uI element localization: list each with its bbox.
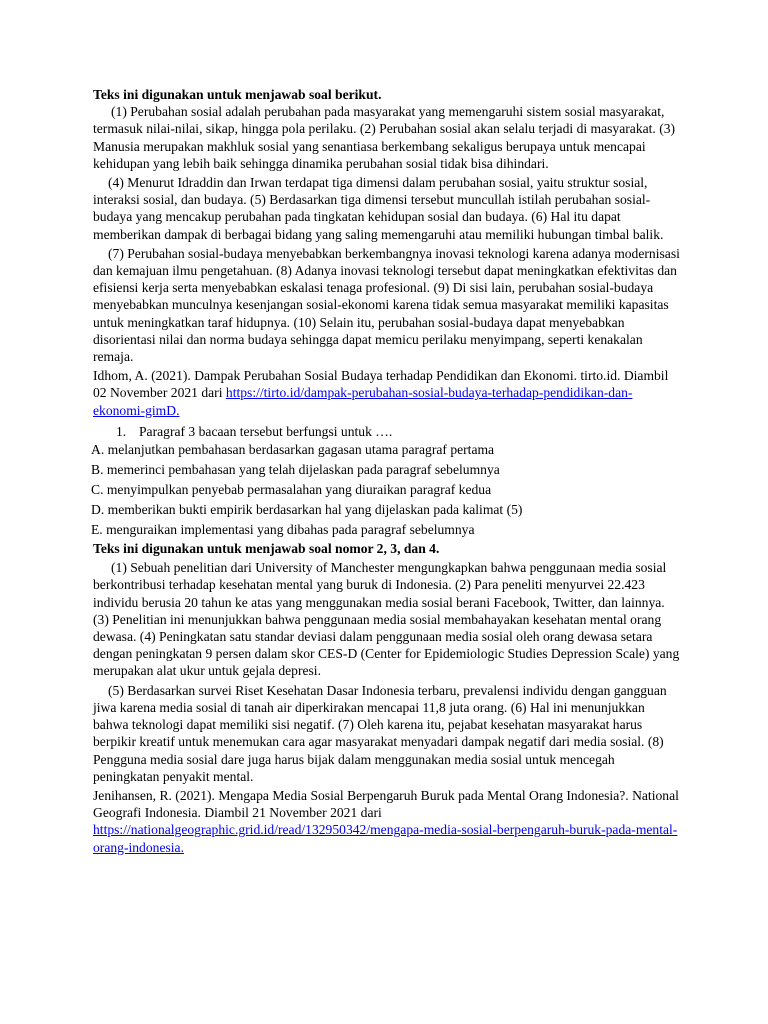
question-1-text: Paragraf 3 bacaan tersebut berfungsi untuk …. bbox=[139, 423, 393, 439]
section1-citation bbox=[93, 367, 683, 419]
option-c[interactable]: C. menyimpulkan penyebab permasalahan yang diuraikan paragraf kedua bbox=[91, 482, 492, 498]
option-b[interactable]: B. memerinci pembahasan yang telah dijelaskan pada paragraf sebelumnya bbox=[91, 462, 500, 478]
section1-citation-text: Idhom, A. (2021). Dampak Perubahan Sosial Budaya terhadap Pendidikan dan Ekonomi. tirto.id. Diambil 02 November 2021 dari bbox=[93, 368, 669, 401]
section1-paragraph-3: (7) Perubahan sosial-budaya menyebabkan berkembangnya inovasi teknologi karena adanya modernisasi dan kemajuan ilmu pengetahuan. (8) Adanya inovasi teknologi tersebut dapat meningkatkan efektivitas dan efisiensi kerja serta menyebabkan eskalasi tenaga profesional. (9) Di sisi lain, perubahan sosial-budaya menyebabkan munculnya kesenjangan sosial-ekonomi karena tidak semua masyarakat memiliki kapasitas untuk meningkatkan taraf hidupnya. (10) Selain itu, perubahan sosial-budaya dapat menyebabkan disorientasi nilai dan norma budaya sehingga dapat memicu perilaku menyimpang, seperti kenakalan remaja. bbox=[93, 245, 680, 365]
section2-citation-text: Jenihansen, R. (2021). Mengapa Media Sosial Berpengaruh Buruk pada Mental Orang Indonesia?. National Geografi Indonesia. Diambil 21 November 2021 dari bbox=[93, 787, 679, 821]
section1-paragraph-1: (1) Perubahan sosial adalah perubahan pada masyarakat yang memengaruhi sistem sosial masyarakat, termasuk nilai-nilai, sikap, hingga pola perilaku. (2) Perubahan sosial akan selalu terjadi di masyarakat. (3) Manusia merupakan makhluk sosial yang senantiasa berkembang sekaligus berupaya untuk mencapai kehidupan yang lebih baik sehingga dinamika perubahan sosial tidak bisa dihindari. bbox=[93, 104, 676, 171]
document-page bbox=[93, 86, 683, 856]
question-1-options bbox=[91, 440, 683, 540]
section2-heading: Teks ini digunakan untuk menjawab soal nomor 2, 3, dan 4. bbox=[93, 541, 440, 557]
section1-paragraph-2: (4) Menurut Idraddin dan Irwan terdapat tiga dimensi dalam perubahan sosial, yaitu struktur sosial, interaksi sosial, dan budaya. (5) Berdasarkan tiga dimensi tersebut muncullah istilah perubahan sosial-budaya yang mencakup perubahan pada tingkatan kehidupan sosial dan budaya. (6) Hal itu dapat memberikan dampak di berbagai bidang yang saling memengaruhi atau memiliki hubungan timbal balik. bbox=[93, 175, 664, 242]
option-d[interactable]: D. memberikan bukti empirik berdasarkan hal yang dijelaskan pada kalimat (5) bbox=[91, 502, 523, 518]
question-1-number: 1. bbox=[116, 423, 127, 439]
section1-heading: Teks ini digunakan untuk menjawab soal berikut. bbox=[93, 87, 382, 102]
section2-paragraph-2: (5) Berdasarkan survei Riset Kesehatan Dasar Indonesia terbaru, prevalensi individu dengan gangguan jiwa karena media sosial di tanah air diperkirakan mencapai 11,8 juta orang. (6) Hal ini menunjukkan bahwa teknologi dapat memiliki sisi negatif. (7) Oleh karena itu, pejabat kesehatan masyarakat harus berpikir kreatif untuk menemukan cara agar masyarakat menyadari dampak negatif dari media sosial. (8) Pengguna media sosial dare juga harus bijak dalam menggunakan media sosial untuk mencegah peningkatan penyakit mental. bbox=[93, 682, 667, 784]
section2-citation-link[interactable]: https://nationalgeographic.grid.id/read/132950342/mengapa-media-sosial-berpengaruh-buruk-pada-mental-orang-indonesia. bbox=[93, 822, 678, 855]
option-a[interactable]: A. melanjutkan pembahasan berdasarkan gagasan utama paragraf pertama bbox=[91, 442, 495, 458]
section2-citation bbox=[93, 787, 683, 856]
option-e[interactable]: E. menguraikan implementasi yang dibahas pada paragraf sebelumnya bbox=[91, 522, 475, 538]
section2-paragraph-1: (1) Sebuah penelitian dari University of Manchester mengungkapkan bahwa penggunaan media sosial berkontribusi terhadap kesehatan mental yang buruk di Indonesia. (2) Para peneliti menyurvei 22.423 individu berusia 20 tahun ke atas yang menggunakan media sosial berani Facebook, Twitter, dan lainnya. (3) Penelitian ini menunjukkan bahwa penggunaan media sosial membahayakan kesehatan mental orang dewasa. (4) Peningkatan satu standar deviasi dalam penggunaan media sosial oleh orang dewasa setara dengan peningkatan 9 persen dalam skor CES-D (Center for Epidemiologic Studies Depression Scale) yang merupakan alat ukur untuk gejala depresi. bbox=[93, 560, 680, 679]
section1-citation-link[interactable]: https://tirto.id/dampak-perubahan-sosial-budaya-terhadap-pendidikan-dan-ekonomi-gimD. bbox=[93, 385, 633, 418]
question-1 bbox=[93, 423, 683, 440]
